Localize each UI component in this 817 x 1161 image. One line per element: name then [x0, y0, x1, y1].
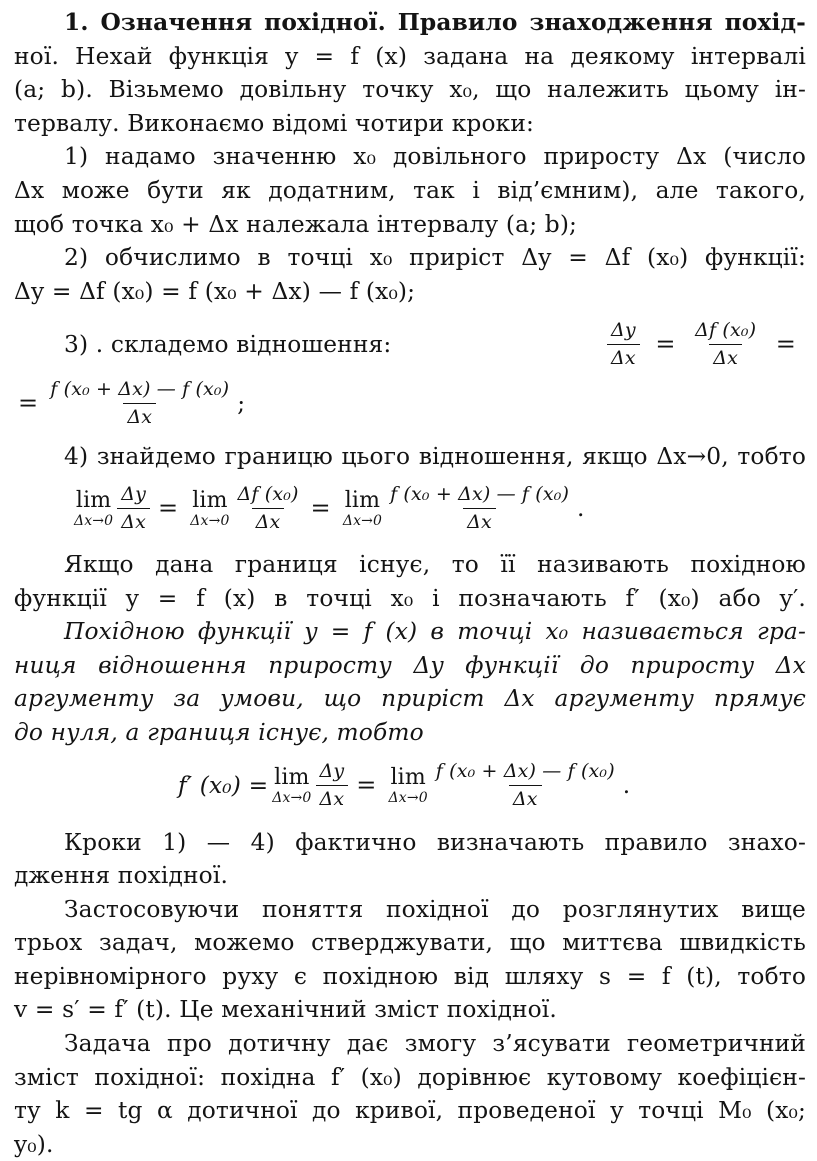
textbook-page	[14, 6, 806, 1161]
step-3-continuation	[14, 372, 806, 434]
text-line: Задача про дотичну дає змогу з’ясувати геометричний	[64, 1030, 806, 1058]
numerator: Δf (x₀)	[237, 483, 299, 506]
numerator: f (x₀ + Δx) — f (x₀)	[435, 760, 615, 782]
step-1	[14, 140, 806, 241]
fraction	[316, 760, 349, 811]
period: .	[577, 495, 585, 523]
text-line: зміст похідної: похідна f′ (x₀) дорівнює кутовому коефіцієн-	[14, 1063, 806, 1091]
fraction	[432, 760, 619, 811]
derivative-formula	[14, 750, 806, 822]
step-line: 2) обчислимо в точці x₀ приріст Δy = Δf (x₀) функції:	[64, 244, 806, 272]
lim-word: lim	[274, 764, 310, 790]
denominator: Δx	[316, 785, 349, 811]
step-line: 4) знайдемо границю цього відношення, якщо Δx→0, тобто	[64, 443, 806, 471]
text-line: v = s′ = f′ (t). Це механічний зміст похідної.	[14, 996, 557, 1024]
lim-subscript: Δx→0	[388, 789, 428, 806]
intro-paragraph	[14, 6, 806, 140]
fraction	[234, 483, 303, 534]
equals-sign: =	[310, 494, 331, 523]
step-2	[14, 241, 806, 308]
denominator: Δx	[463, 508, 496, 534]
lim-word: lim	[192, 487, 228, 513]
equals-sign: =	[356, 770, 377, 799]
equals-sign: =	[18, 388, 39, 417]
denominator: Δx	[123, 403, 156, 429]
step-line: Δy = Δf (x₀) = f (x₀ + Δx) — f (x₀);	[14, 277, 416, 305]
step-4-formula	[14, 474, 806, 544]
definition-italic	[14, 615, 806, 749]
steps-summary	[14, 826, 806, 893]
denominator: Δx	[252, 508, 285, 534]
definition-line: до нуля, а границя існує, тобто	[14, 718, 424, 746]
definition-line: аргументу за умови, що приріст Δx аргументу прямує	[14, 685, 806, 713]
equals-sign: =	[775, 329, 796, 358]
lim-subscript: Δx→0	[190, 512, 230, 529]
definition-intro	[14, 548, 806, 615]
step-line: щоб точка x₀ + Δx належала інтервалу (a; b);	[14, 210, 578, 238]
text-line: дження похідної.	[14, 862, 229, 890]
lim-subscript: Δx→0	[74, 512, 114, 529]
intro-line: тервалу. Виконаємо відомі чотири кроки:	[14, 109, 535, 137]
text-line: ту k = tg α дотичної до кривої, проведеної у точці M₀ (x₀;	[14, 1097, 806, 1125]
section-heading-line	[14, 6, 806, 40]
fraction	[117, 483, 150, 534]
step-3	[14, 316, 806, 372]
mechanical-meaning	[14, 893, 806, 1027]
semicolon: ;	[237, 389, 246, 417]
definition-line: ниця відношення приросту Δy функції до приросту Δx	[14, 651, 806, 679]
text-line: нерівномірного руху є похідною від шляху s = f (t), тобто	[14, 962, 806, 990]
denominator: Δx	[607, 344, 640, 370]
text-line: y₀).	[14, 1130, 54, 1158]
denominator: Δx	[709, 344, 742, 370]
fraction	[46, 378, 233, 429]
lim-word: lim	[344, 487, 381, 513]
step-3-label: 3) . складемо відношення:	[64, 330, 392, 358]
formula-lhs: f′ (x₀) =	[178, 771, 269, 799]
numerator: f (x₀ + Δx) — f (x₀)	[390, 483, 570, 506]
fraction	[607, 319, 640, 370]
equals-sign: =	[158, 494, 179, 523]
step-line: 1) надамо значенню x₀ довільного приросту Δx (число	[64, 143, 806, 171]
intro-line: ної. Нехай функція y = f (x) задана на деякому інтервалі	[14, 42, 806, 70]
intro-line: (a; b). Візьмемо довільну точку x₀, що належить цьому ін-	[14, 76, 806, 104]
fraction	[386, 483, 573, 534]
limit	[190, 489, 229, 529]
step-line: Δx може бути як додатним, так і від’ємним), але такого,	[14, 176, 806, 204]
definition-line: Похідною функції y = f (x) в точці x₀ називається гра-	[64, 618, 806, 646]
text-line: Застосовуючи поняття похідної до розглянутих вище	[64, 895, 806, 923]
numerator: Δf (x₀)	[695, 318, 757, 341]
lim-subscript: Δx→0	[272, 789, 312, 806]
numerator: f (x₀ + Δx) — f (x₀)	[50, 377, 230, 400]
text-line: трьох задач, можемо стверджувати, що миттєва швидкість	[14, 929, 806, 957]
limit	[74, 489, 113, 529]
limit	[272, 766, 311, 806]
denominator: Δx	[117, 508, 150, 534]
limit	[389, 766, 428, 806]
equals-sign: =	[655, 329, 676, 358]
numerator: Δy	[319, 760, 345, 782]
text-line: Кроки 1) — 4) фактично визначають правило знахо-	[64, 828, 806, 856]
text-line: функції y = f (x) в точці x₀ і позначають f′ (x₀) або y′.	[14, 584, 806, 612]
lim-word: lim	[75, 487, 112, 513]
geometric-meaning	[14, 1027, 806, 1161]
section-heading: 1. Означення похідної. Правило знаходження похід-	[64, 9, 806, 36]
lim-subscript: Δx→0	[342, 512, 383, 529]
text-line: Якщо дана границя існує, то її називають похідною	[64, 550, 806, 578]
step-3-ratio	[607, 319, 804, 370]
fraction	[691, 319, 760, 370]
period: .	[622, 771, 631, 799]
numerator: Δy	[611, 318, 636, 341]
limit	[343, 489, 382, 529]
step-4	[14, 440, 806, 474]
lim-word: lim	[390, 764, 426, 790]
denominator: Δx	[509, 785, 542, 811]
numerator: Δy	[121, 483, 147, 506]
